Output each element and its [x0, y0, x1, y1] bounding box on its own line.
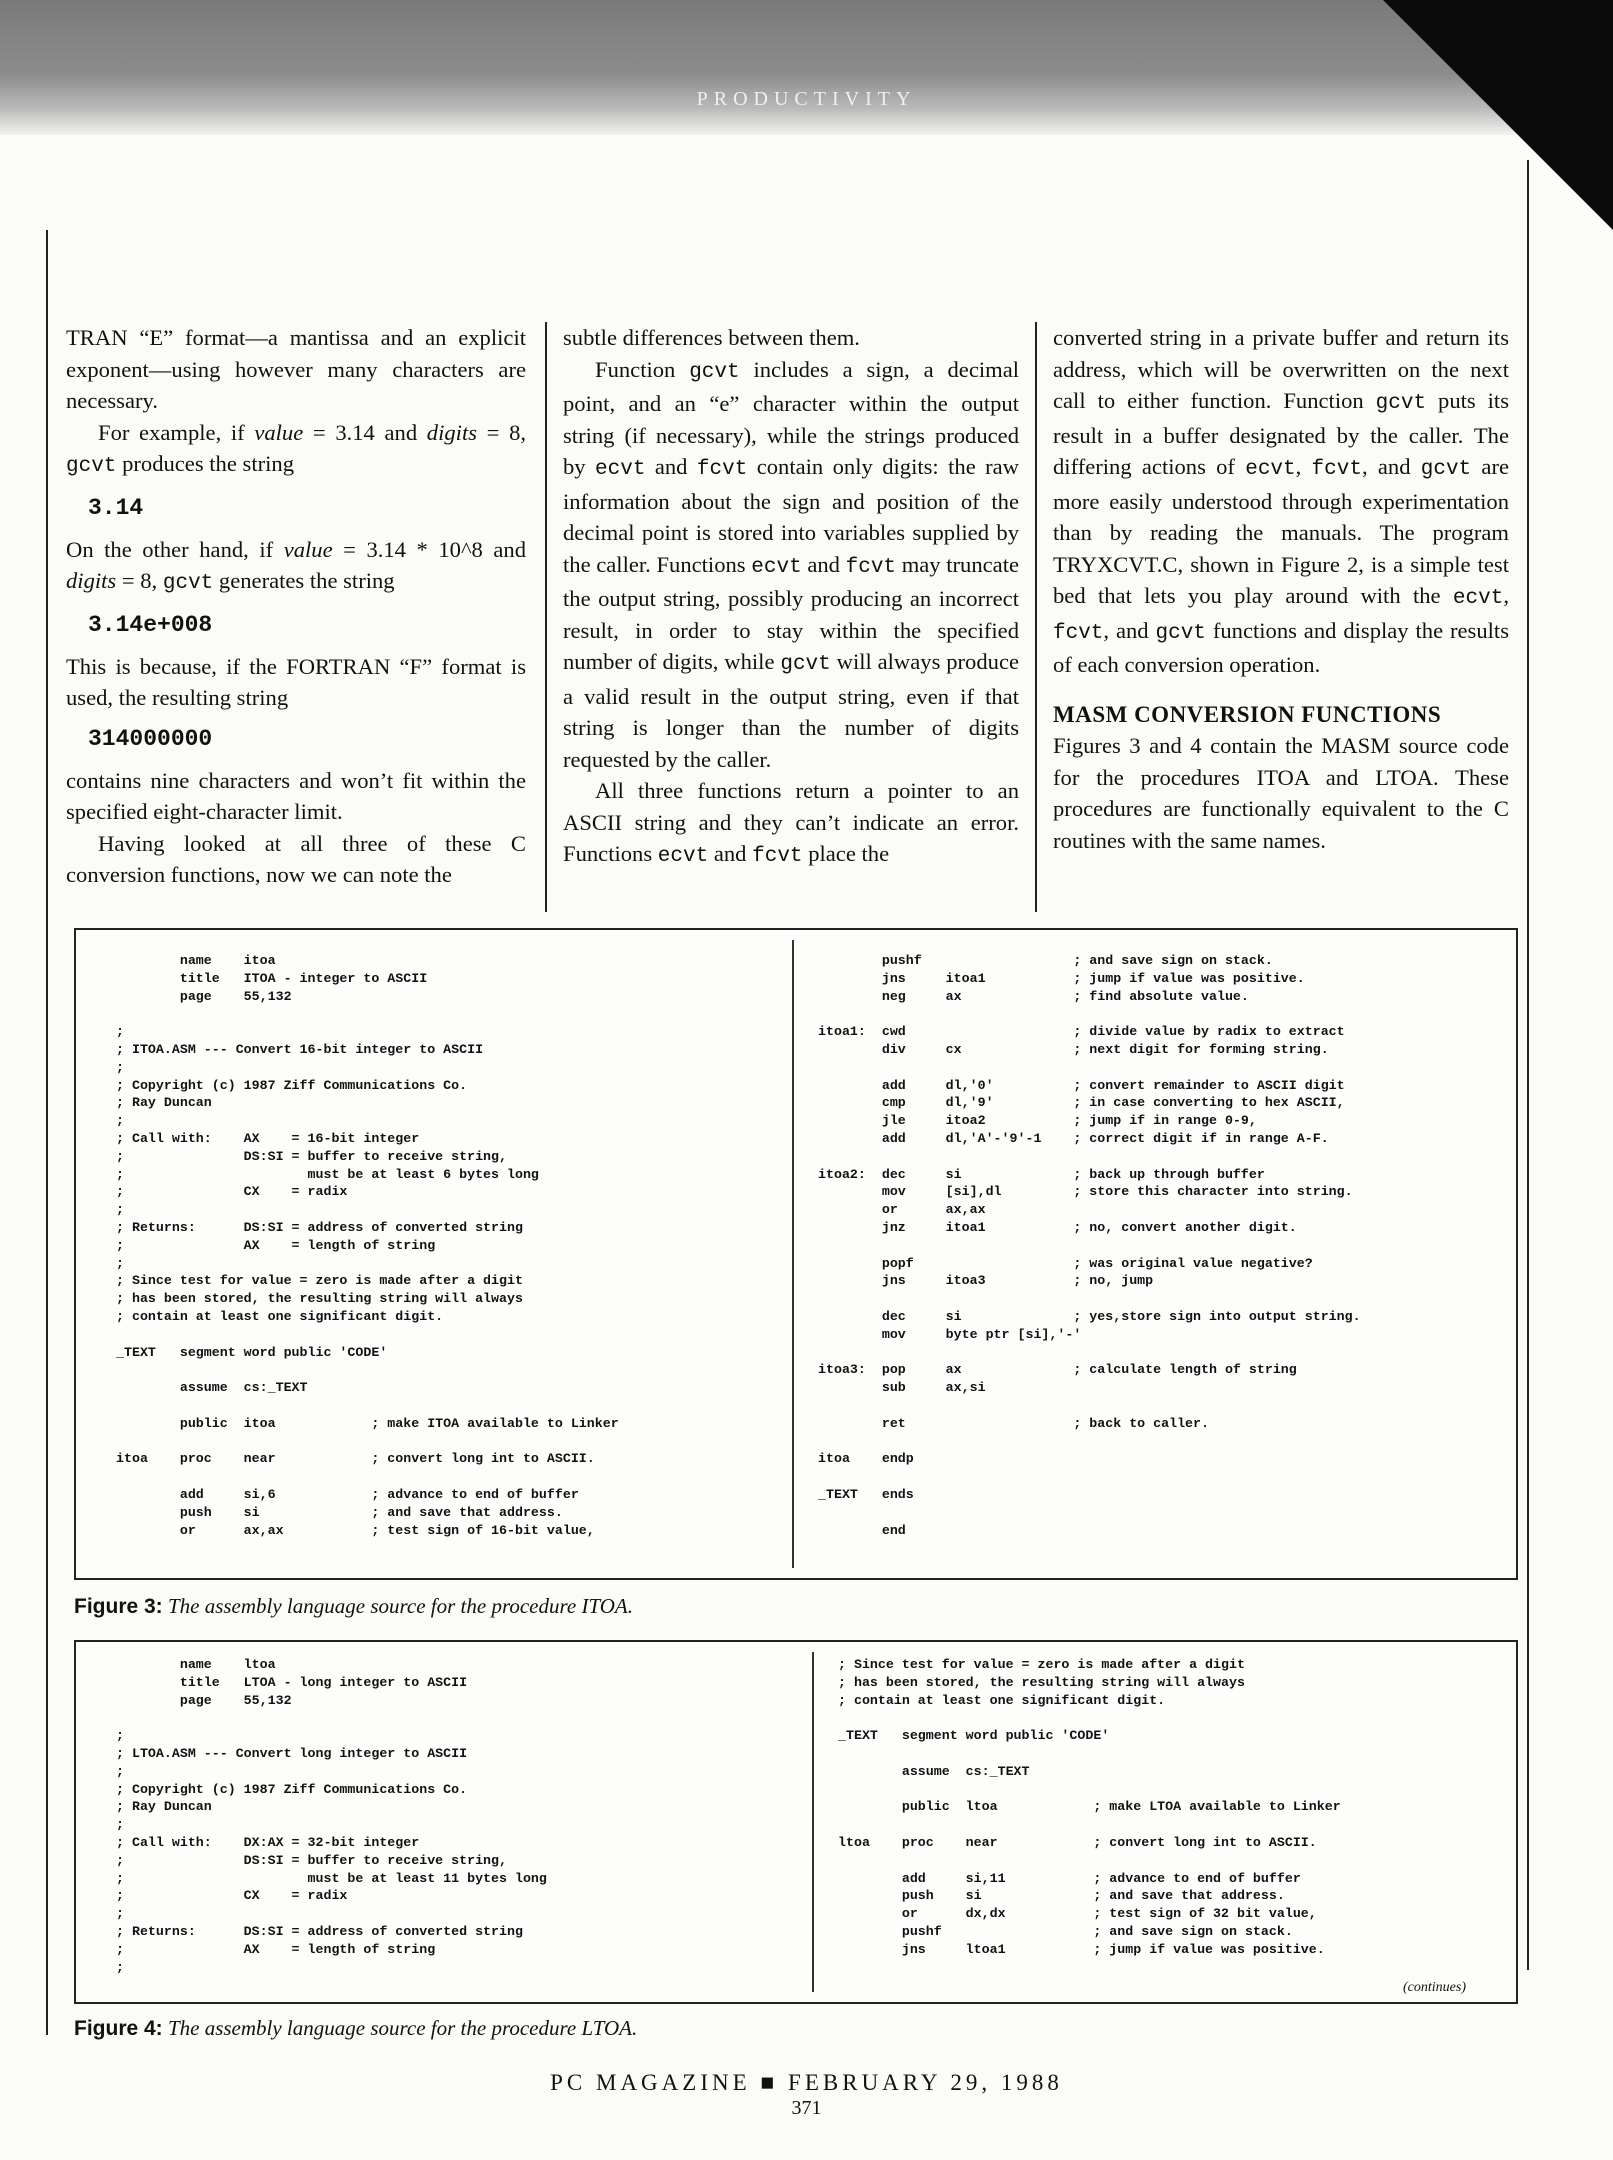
figure-4-listing-left: name ltoa title LTOA - long integer to ASCII page 55,132 ; ; LTOA.ASM --- Convert long integer to ASCII ; ; Copyright (c) 1987 Ziff Communications Co. ; Ray Duncan ; ; Call with: DX:AX = 32-bit integer ; DS:SI = buffer to receive string, ; must be at least 11 bytes long ; CX = radix ; ; Returns: DS:SI = address of converted string ; AX = length of string ; [116, 1657, 547, 1975]
corner-tab [1383, 0, 1613, 230]
figure-4-listing-right: ; Since test for value = zero is made after a digit ; has been stored, the resulting string will always ; contain at least one significant digit. _TEXT segment word public 'CODE' assume cs:_TEXT public ltoa ; make LTOA available to Linker ltoa proc near ; convert long int to ASCII. add si,11 ; advance to end of buffer push si ; and save that address. or dx,dx ; test sign of 32 bit value, pushf ; and save sign on stack. jns ltoa1 ; jump if value was positive. [838, 1657, 1341, 1957]
col1-paragraph-4: This is because, if the FORTRAN “F” format is used, the resulting string [66, 653, 526, 710]
col2-paragraph-2: Function gcvt includes a sign, a decimal point, and an “e” character within the output string (if necessary), while the strings produced by ecvt and fcvt contain only digits: the raw information about the sign and position of the decimal point is stored into variables supplied by the caller. Functions ecvt and fcvt may truncate the output string, possibly producing an incorrect result, in order to stay within the specified number of digits, while gcvt will always produce a valid result in the output string, even if that string is longer than the number of digits requested by the caller. [563, 356, 1020, 772]
section-heading: MASM CONVERSION FUNCTIONS [1053, 701, 1442, 727]
col1-paragraph-3: On the other hand, if value = 3.14 * 10^8 and digits = 8, gcvt generates the string [66, 536, 526, 595]
column-rule-2 [1035, 322, 1037, 912]
col1-paragraph-6: Having looked at all three of these C conversion functions, now we can note the [66, 830, 526, 887]
header-banner [0, 0, 1613, 135]
col1-paragraph-5: contains nine characters and won’t fit within the specified eight-character limit. [66, 767, 526, 824]
figure-4-listing-box [74, 1640, 1518, 2004]
code-example-3: 314000000 [88, 725, 213, 752]
col1-paragraph-1: TRAN “E” format—a mantissa and an explicit exponent—using however many characters are necessary. [66, 325, 526, 413]
col3-paragraph-2: Figures 3 and 4 contain the MASM source code for the procedures ITOA and LTOA. These procedures are functionally equivalent to the C routines with the same names. [1053, 733, 1509, 853]
figure-3-listing-box [74, 928, 1518, 1580]
section-label: PRODUCTIVITY [696, 88, 917, 110]
right-margin-rule [1527, 160, 1529, 1970]
issue-date: FEBRUARY 29, 1988 [788, 2070, 1063, 2095]
figure-3-divider [792, 940, 794, 1568]
figure-4-caption: Figure 4: The assembly language source for the procedure LTOA. [74, 2016, 638, 2040]
col3-paragraph-1: converted string in a private buffer and return its address, which will be overwritten on the next call to either function. Function gcvt puts its result in a buffer designated by the caller. The differing actions of ecvt, fcvt, and gcvt are more easily understood through experimentation than by reading the manuals. The program TRYXCVT.C, shown in Figure 2, is a simple test bed that lets you play around with the ecvt, fcvt, and gcvt functions and display the results of each conversion operation. [1053, 325, 1510, 677]
continues-note: (continues) [1403, 1980, 1466, 1995]
column-3 [1053, 322, 1509, 856]
page-number: 371 [791, 2097, 822, 2119]
code-example-2: 3.14e+008 [88, 611, 213, 638]
footer-masthead [0, 2070, 1613, 2096]
figure-4-divider [812, 1652, 814, 1992]
code-example-1: 3.14 [88, 494, 144, 521]
column-1 [66, 322, 526, 891]
left-margin-rule [46, 230, 48, 2035]
column-rule-1 [545, 322, 547, 912]
col2-paragraph-3: All three functions return a pointer to an ASCII string and they can’t indicate an error. Functions ecvt and fcvt place the [563, 778, 1019, 868]
col2-paragraph-1: subtle differences between them. [563, 325, 860, 350]
figure-3-caption: Figure 3: The assembly language source for the procedure ITOA. [74, 1594, 633, 1618]
footer-separator: ■ [760, 2070, 779, 2095]
figure-3-listing-right: pushf ; and save sign on stack. jns itoa1 ; jump if value was positive. neg ax ; find absolute value. itoa1: cwd ; divide value by radix to extract div cx ; next digit for forming string. add dl,'0' ; convert remainder to ASCII digit cmp dl,'9' ; in case converting to hex ASCII, jle itoa2 ; jump if in range 0-9, add dl,'A'-'9'-1 ; correct digit if in range A-F. itoa2: dec si ; back up through buffer mov [si],dl ; store this character into string. or ax,ax jnz itoa1 ; no, convert another digit. popf ; was original value negative? jns itoa3 ; no, jump dec si ; yes,store sign into output string. mov byte ptr [si],'-' itoa3: pop ax ; calculate length of string sub ax,si ret ; back to caller. itoa endp _TEXT ends end [818, 953, 1361, 1538]
col1-paragraph-2: For example, if value = 3.14 and digits = 8, gcvt produces the string [66, 419, 527, 478]
column-2 [563, 322, 1019, 873]
magazine-name: PC MAGAZINE [550, 2070, 751, 2095]
figure-3-listing-left: name itoa title ITOA - integer to ASCII page 55,132 ; ; ITOA.ASM --- Convert 16-bit integer to ASCII ; ; Copyright (c) 1987 Ziff Communications Co. ; Ray Duncan ; ; Call with: AX = 16-bit integer ; DS:SI = buffer to receive string, ; must be at least 6 bytes long ; CX = radix ; ; Returns: DS:SI = address of converted string ; AX = length of string ; ; Since test for value = zero is made after a digit ; has been stored, the resulting string will always ; contain at least one significant digit. _TEXT segment word public 'CODE' assume cs:_TEXT public itoa ; make ITOA available to Linker itoa proc near ; convert long int to ASCII. add si,6 ; advance to end of buffer push si ; and save that address. or ax,ax ; test sign of 16-bit value, [116, 953, 619, 1538]
